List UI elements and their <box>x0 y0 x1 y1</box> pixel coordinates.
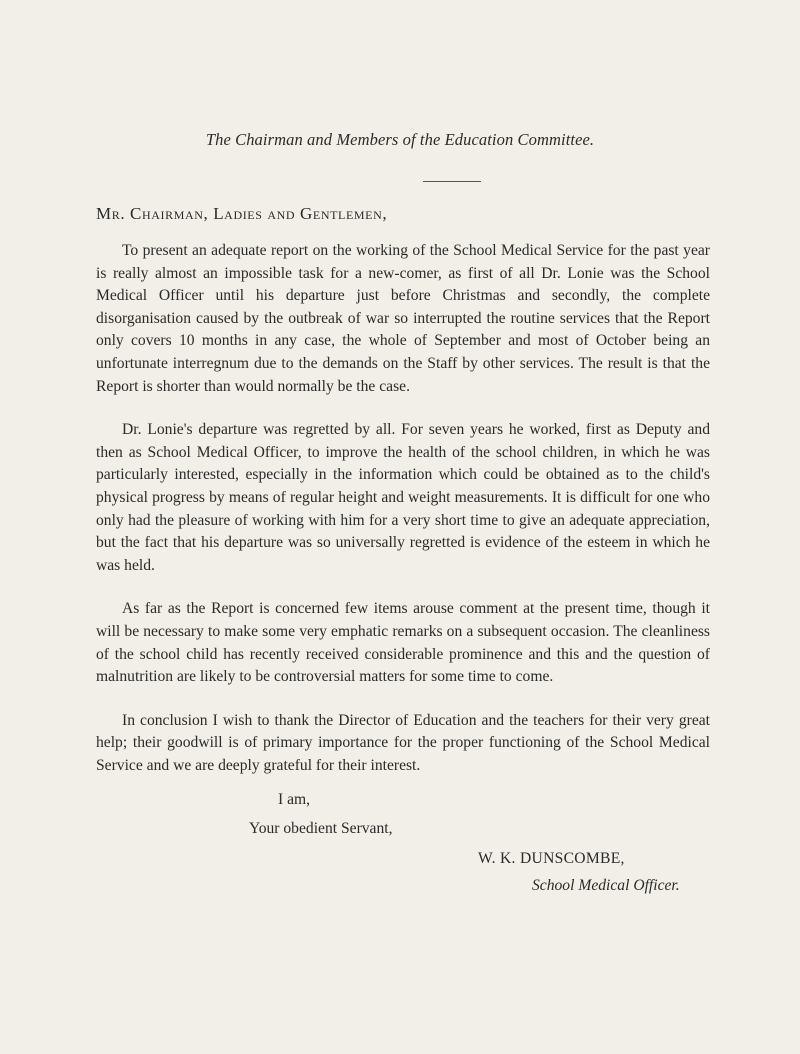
closing-i-am: I am, <box>278 791 311 808</box>
heading-divider <box>423 181 481 182</box>
paragraph-2: Dr. Lonie's departure was regretted by all. For seven years he worked, first as Deputy and then as School Medical Officer, to improve the health of the school children, in which he was particularly interested, especially in the information which could be obtained as to the child's physical progress by means of regular height and weight measurements. It is difficult for one who only had the pleasure of working with him for a very short time to give an adequate appreciation, but the fact that his departure was so universally regretted is evidence of the esteem in which he was held. <box>96 421 710 574</box>
signatory-title: School Medical Officer. <box>532 877 680 894</box>
closing-servant: Your obedient Servant, <box>249 820 393 837</box>
signatory-name: W. K. DUNSCOMBE, <box>478 850 625 867</box>
letter-heading: The Chairman and Members of the Education Committee. <box>205 130 595 149</box>
paragraph-1: To present an adequate report on the working of the School Medical Service for the past year is really almost an impossible task for a new-comer, as first of all Dr. Lonie was the School Medical Officer until his departure just before Christmas and secondly, the complete disorganisation caused by the outbreak of war so interrupted the routine services that the Report only covers 10 months in any case, the whole of September and most of October being an unfortunate interregnum due to the demands on the Staff by other services. The result is that the Report is shorter than would normally be the case. <box>96 242 710 395</box>
paragraph-4: In conclusion I wish to thank the Director of Education and the teachers for their very great help; their goodwill is of primary importance for the proper functioning of the School Medical Service and we are deeply grateful for their interest. <box>96 711 710 774</box>
letter-body <box>96 240 710 798</box>
salutation: Mr. Chairman, Ladies and Gentlemen, <box>96 204 388 223</box>
paragraph-3: As far as the Report is concerned few items arouse comment at the present time, though it will be necessary to make some very emphatic remarks on a subsequent occasion. The cleanliness of the school child has recently received considerable prominence and this and the question of malnutrition are likely to be controversial matters for some time to come. <box>96 600 710 686</box>
